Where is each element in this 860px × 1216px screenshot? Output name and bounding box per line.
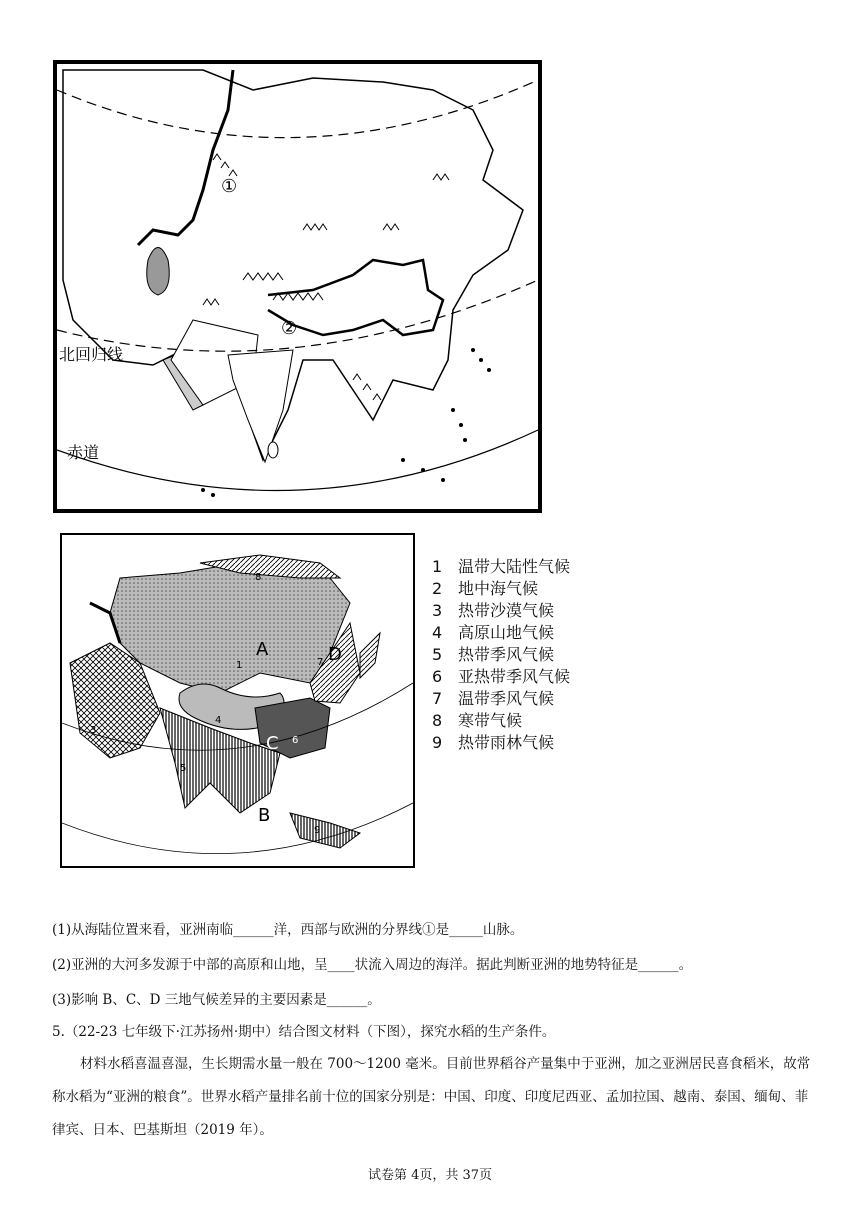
zone-num-4: 4 (215, 715, 222, 726)
marker-1: ① (221, 176, 238, 197)
legend-item: 1 温带大陆性气候 (432, 557, 571, 576)
sri-lanka (268, 442, 278, 458)
zone-num-8: 8 (255, 572, 262, 583)
equator-label: 赤道 (67, 443, 100, 462)
legend-item: 6 亚热带季风气候 (432, 667, 571, 686)
legend-item: 4 高原山地气候 (432, 623, 555, 642)
asia-climate-map (60, 533, 415, 868)
zone-num-1: 1 (236, 660, 243, 671)
zone-num-7: 7 (317, 657, 324, 668)
zone-num-5: 5 (180, 763, 187, 774)
legend-item: 2 地中海气候 (432, 579, 539, 598)
zone-num-9: 9 (314, 825, 321, 836)
question-3: (3)影响 B、C、D 三地气候差异的主要因素是______。 (52, 992, 381, 1008)
question-2: (2)亚洲的大河多发源于中部的高原和山地，呈____状流入周边的海洋。据此判断亚洲的地势特征是______。 (52, 957, 693, 973)
zone-label-B: B (258, 805, 271, 826)
tropic-label: 北回归线 (59, 345, 124, 364)
legend-item: 9 热带雨林气候 (432, 733, 555, 752)
legend-item: 7 温带季风气候 (432, 689, 555, 708)
zone-label-D: D (328, 644, 342, 665)
zone-num-6: 6 (292, 735, 299, 746)
page-footer: 试卷第 4页，共 37页 (367, 1168, 493, 1183)
question-1: (1)从海陆位置来看，亚洲南临______洋，西部与欧洲的分界线①是_____山脉。 (52, 922, 524, 938)
climate-legend (432, 556, 642, 754)
material-paragraph: 材料水稻喜温喜湿，生长期需水量一般在 700～1200 毫米。目前世界稻谷产量集中于亚洲，加之亚洲居民喜食稻米，故常称水稻为“亚洲的粮食”。世界水稻产量排名前十位的国家分别是：中国、印度、印度尼西亚、孟加拉国、越南、泰国、缅甸、菲律宾、日本、巴基斯坦（2019 年）。 (52, 1056, 811, 1138)
asia-physical-map (53, 60, 542, 513)
zone-label-C: C (266, 733, 279, 754)
legend-item: 5 热带季风气候 (432, 645, 555, 664)
zone-num-3: 3 (90, 725, 97, 736)
legend-item: 3 热带沙漠气候 (432, 601, 555, 620)
question-5-heading: 5.（22-23 七年级下·江苏扬州·期中）结合图文材料（下图），探究水稻的生产条件。 (52, 1024, 556, 1040)
legend-item: 8 寒带气候 (432, 711, 523, 730)
caspian-sea (147, 248, 170, 296)
zone-label-A: A (256, 639, 269, 660)
marker-2: ② (281, 318, 298, 339)
